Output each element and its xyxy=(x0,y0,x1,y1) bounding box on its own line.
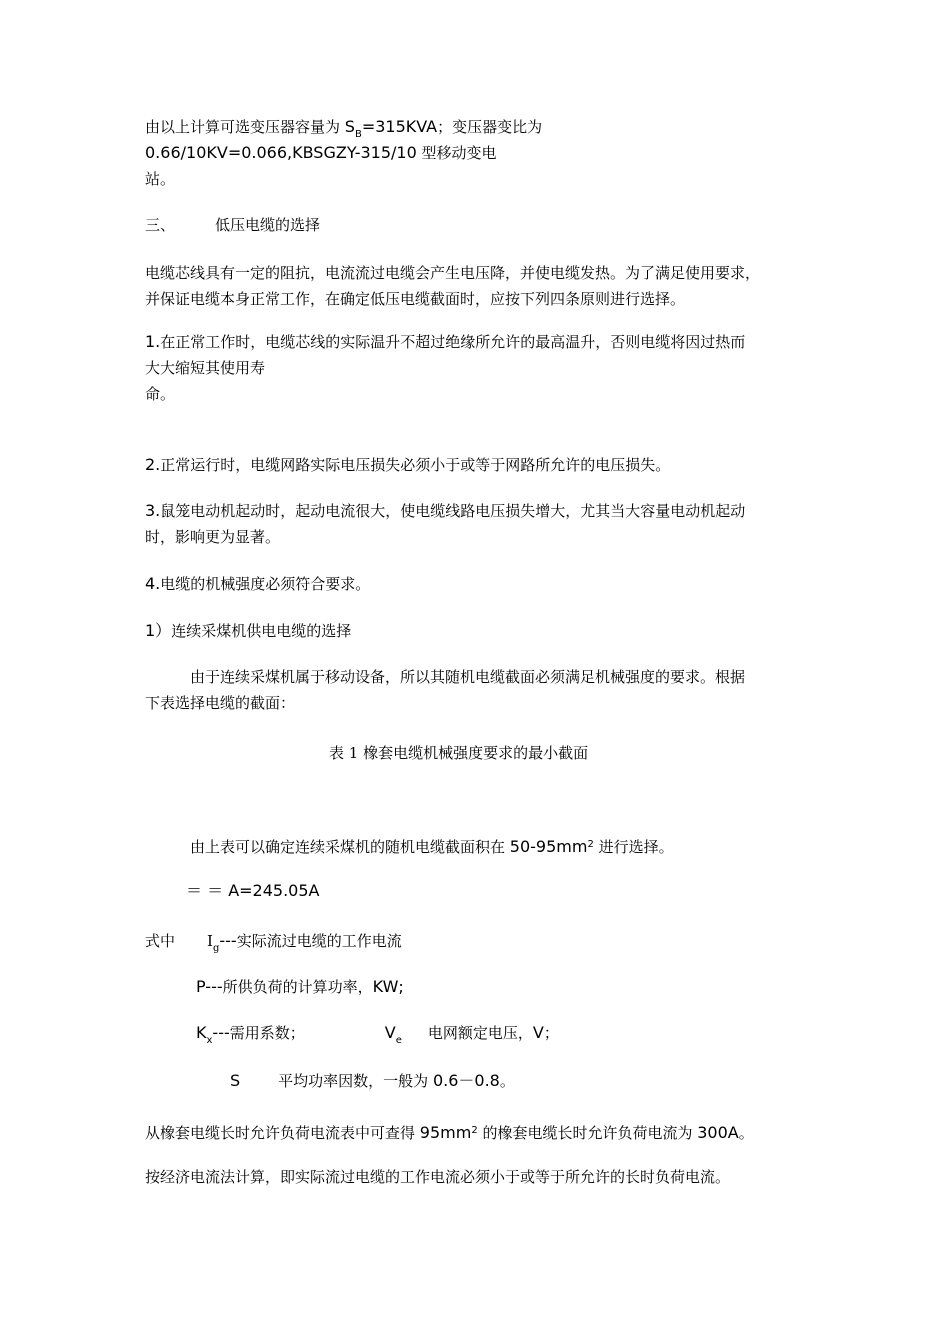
paragraph-line: 由于连续采煤机属于移动设备，所以其随机电缆截面必须满足机械强度的要求。根据 xyxy=(190,668,746,686)
paragraph-line: 命。 xyxy=(145,385,176,403)
formula-line xyxy=(186,878,319,904)
text: 鼠笼电动机起动时，起动电流很大，使电缆线路电压损失增大，尤其当大容量电动机起动 xyxy=(160,502,746,520)
text: 型移动变电 xyxy=(416,144,497,162)
text: 。 xyxy=(738,1124,754,1142)
section-heading xyxy=(145,212,320,238)
value: 50-95mm xyxy=(509,837,588,856)
subsection-number: 1） xyxy=(145,621,172,640)
unit: V xyxy=(532,1023,544,1042)
text: 由上表可以确定连续采煤机的随机电缆截面积在 xyxy=(190,838,510,856)
ratio-line xyxy=(145,140,497,166)
value: 0.66/10KV=0.066,KBSGZY-315/10 xyxy=(145,143,417,162)
section-number: 三、 xyxy=(145,216,176,234)
paragraph-line: 大大缩短其使用寿 xyxy=(145,359,266,377)
value: =315KVA xyxy=(361,117,438,136)
text: 电网额定电压， xyxy=(427,1024,533,1042)
def-s xyxy=(230,1068,515,1094)
equals: ＝ ＝ xyxy=(186,881,229,900)
table-caption: 表 1 橡套电缆机械强度要求的最小截面 xyxy=(329,744,589,762)
rule-number: 2. xyxy=(145,455,161,474)
symbol: I xyxy=(207,932,213,950)
rule-4 xyxy=(145,571,370,597)
subscript: x xyxy=(206,1035,213,1046)
dash: --- xyxy=(212,1023,230,1042)
text: 从橡套电缆长时允许负荷电流表中可查得 xyxy=(145,1124,420,1142)
paragraph-line: 并保证电缆本身正常工作，在确定低压电缆截面时，应按下列四条原则进行选择。 xyxy=(145,290,686,308)
subscript: B xyxy=(354,129,362,140)
section-range-line xyxy=(190,832,674,860)
paragraph-line: 电缆芯线具有一定的阻抗，电流流过电缆会产生电压降，并使电缆发热。为了满足使用要求， xyxy=(145,264,761,282)
text: 需用系数； xyxy=(229,1024,305,1042)
rule-number: 3. xyxy=(145,501,161,520)
subscript: g xyxy=(212,943,220,954)
text: ； xyxy=(543,1024,559,1042)
dash: --- xyxy=(219,931,237,950)
text: 进行选择。 xyxy=(593,838,674,856)
def-p xyxy=(196,974,404,1000)
text: 电缆的机械强度必须符合要求。 xyxy=(160,575,371,593)
text: 所供负荷的计算功率， xyxy=(222,978,373,996)
rule-number: 1. xyxy=(145,332,161,351)
unit: KW; xyxy=(372,977,404,996)
text: ；变压器变比为 xyxy=(437,118,543,136)
subscript: e xyxy=(395,1035,402,1046)
value: 95mm xyxy=(419,1123,472,1142)
section-title: 低压电缆的选择 xyxy=(215,216,321,234)
value: 0.6－0.8 xyxy=(432,1071,500,1090)
text: 的橡套电缆长时允许负荷电流为 xyxy=(477,1124,698,1142)
symbol: P--- xyxy=(196,977,223,996)
text: 在正常工作时，电缆芯线的实际温升不超过绝缘所允许的最高温升，否则电缆将因过热而 xyxy=(160,333,746,351)
text-line: 站。 xyxy=(145,170,176,188)
formula-result: A=245.05A xyxy=(228,881,320,900)
rule-1 xyxy=(145,329,745,355)
where-label: 式中 xyxy=(145,932,176,950)
paragraph-line: 按经济电流法计算，即实际流过电缆的工作电流必须小于或等于所允许的长时负荷电流。 xyxy=(145,1168,731,1186)
value: 300A xyxy=(697,1123,739,1142)
subsection-heading xyxy=(145,618,351,644)
def-kx-ve xyxy=(196,1020,559,1054)
symbol: K xyxy=(196,1023,207,1042)
superscript: 2 xyxy=(587,839,594,850)
symbol: S xyxy=(344,117,355,136)
symbol: S xyxy=(230,1071,241,1090)
text: 平均功率因数，一般为 xyxy=(278,1072,433,1090)
text: 正常运行时，电缆网路实际电压损失必须小于或等于网路所允许的电压损失。 xyxy=(160,456,671,474)
rule-2 xyxy=(145,452,670,478)
text: 。 xyxy=(499,1072,515,1090)
def-ig xyxy=(145,928,402,962)
paragraph-line: 下表选择电缆的截面： xyxy=(145,694,296,712)
subsection-title: 连续采煤机供电电缆的选择 xyxy=(171,622,352,640)
superscript: 2 xyxy=(471,1125,478,1136)
rule-3 xyxy=(145,498,745,524)
rule-number: 4. xyxy=(145,574,161,593)
text: 由以上计算可选变压器容量为 xyxy=(145,118,345,136)
text: 实际流过电缆的工作电流 xyxy=(236,932,402,950)
symbol: V xyxy=(384,1023,396,1042)
paragraph-line: 时，影响更为显著。 xyxy=(145,528,281,546)
allowable-current-line xyxy=(145,1118,754,1146)
